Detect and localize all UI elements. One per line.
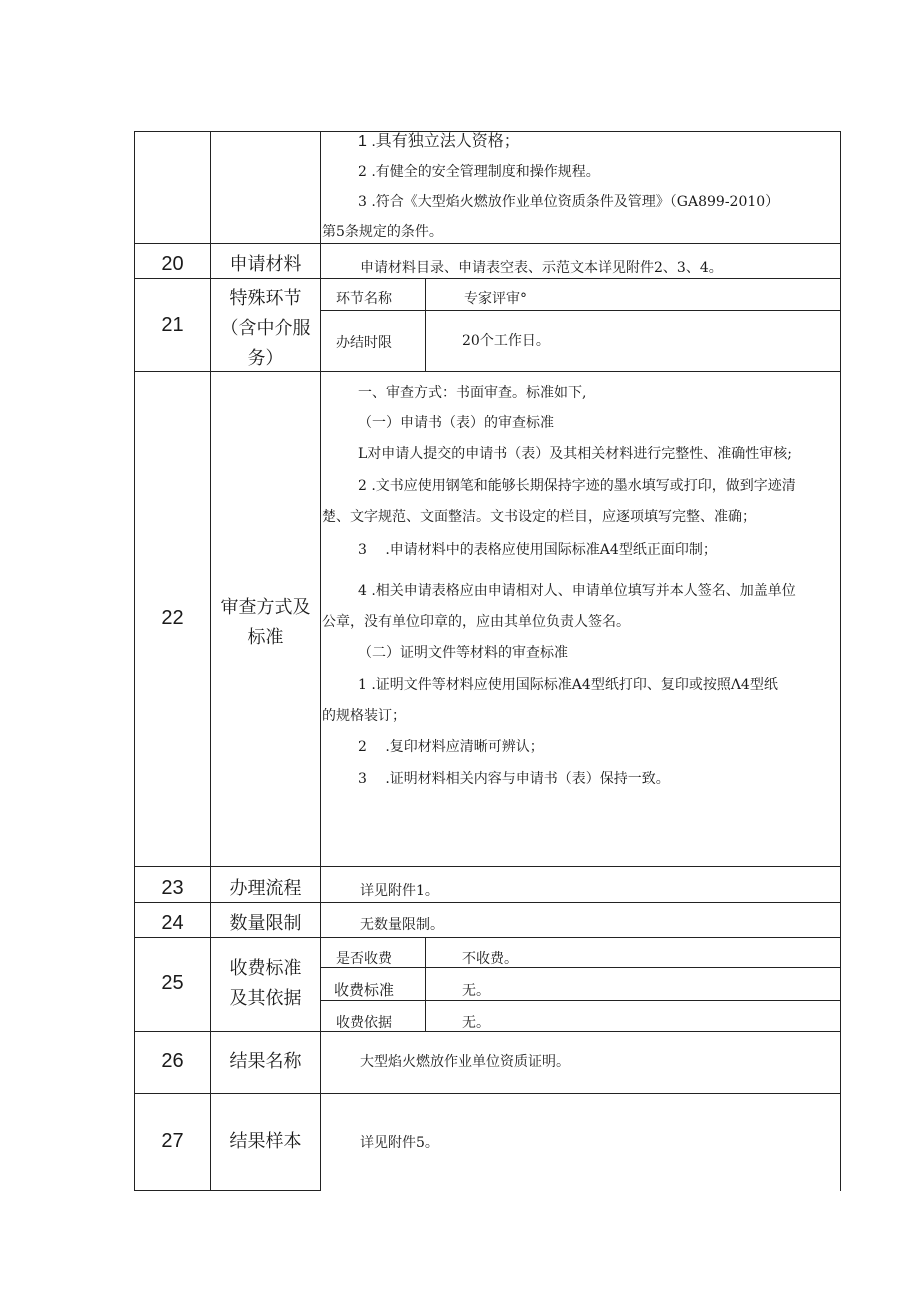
row-23-number: 23 (161, 877, 184, 899)
row-20-label: 申请材料 (229, 254, 302, 275)
row-23-content: 详见附件1。 (360, 883, 439, 899)
row-26-number: 26 (161, 1050, 184, 1072)
row-22-number: 22 (161, 607, 184, 629)
row-27-content: 详见附件5。 (360, 1135, 439, 1151)
row-21-val-2: 20个工作日。 (462, 333, 550, 349)
row-21-val-1: 专家评审° (464, 291, 527, 307)
row-21-label: 特殊环节 （含中介服 务） (220, 288, 311, 369)
row-22-label: 审查方式及 标准 (220, 597, 311, 648)
row-25-key-1: 是否收费 (336, 951, 392, 967)
row-26-label: 结果名称 (229, 1051, 302, 1072)
row-20-number: 20 (161, 253, 184, 275)
req-line-4: 第5条规定的条件。 (322, 224, 443, 240)
row-24-number: 24 (161, 912, 184, 934)
row-24-content: 无数量限制。 (360, 917, 444, 933)
row-25-key-3: 收费依据 (336, 1015, 392, 1031)
row-20-content: 申请材料目录、申请表空表、示范文本详见附件2、3、4。 (360, 260, 723, 276)
req-line-1: 1 .具有独立法人资格； (358, 133, 520, 150)
std-line: 2 .文书应使用钢笔和能够长期保持字迹的墨水填写或打印，做到字迹清 (358, 478, 796, 494)
req-line-2: 2 .有健全的安全管理制度和操作规程。 (358, 164, 600, 180)
row-27-label: 结果样本 (229, 1131, 302, 1152)
std-line: L对申请人提交的申请书（表）及其相关材料进行完整性、准确性审核; (358, 446, 793, 462)
row-23-label: 办理流程 (229, 878, 302, 899)
row-26-content: 大型焰火燃放作业单位资质证明。 (360, 1054, 570, 1070)
std-line: 一、审查方式：书面审查。标准如下, (358, 385, 587, 401)
row-24-label: 数量限制 (229, 913, 302, 934)
std-line: 的规格装订； (322, 708, 406, 724)
std-line: 3 .证明材料相关内容与申请书（表）保持一致。 (358, 771, 670, 787)
req-line-3: 3 .符合《大型焰火燃放作业单位资质条件及管理》（GA899-2010） (358, 194, 780, 210)
row-25-val-1: 不收费。 (462, 951, 518, 967)
std-line: （一）申请书（表）的审查标准 (358, 415, 554, 431)
row-25-val-2: 无。 (462, 983, 490, 999)
std-line: 2 .复印材料应清晰可辨认； (358, 739, 544, 755)
std-line: 1 .证明文件等材料应使用国际标准A4型纸打印、复印或按照Λ4型纸 (358, 677, 778, 693)
row-25-val-3: 无。 (462, 1015, 490, 1031)
row-25-label: 收费标准 及其依据 (229, 958, 302, 1009)
std-line: （二）证明文件等材料的审查标准 (358, 645, 568, 661)
row-25-number: 25 (161, 972, 184, 994)
row-27-number: 27 (161, 1130, 184, 1152)
row-21-number: 21 (161, 314, 184, 336)
std-line: 3 .申请材料中的表格应使用国际标准A4型纸正面印制； (358, 542, 717, 558)
row-21-key-2: 办结时限 (336, 335, 392, 351)
std-line: 公章，没有单位印章的，应由其单位负责人签名。 (322, 614, 630, 630)
std-line: 楚、文字规范、文面整洁。文书设定的栏目，应逐项填写完整、准确； (322, 509, 756, 525)
row-21-key-1: 环节名称 (336, 291, 392, 307)
row-25-key-2: 收费标准 (334, 982, 395, 999)
std-line: 4 .相关申请表格应由申请相对人、申请单位填写并本人签名、加盖单位 (358, 583, 796, 599)
